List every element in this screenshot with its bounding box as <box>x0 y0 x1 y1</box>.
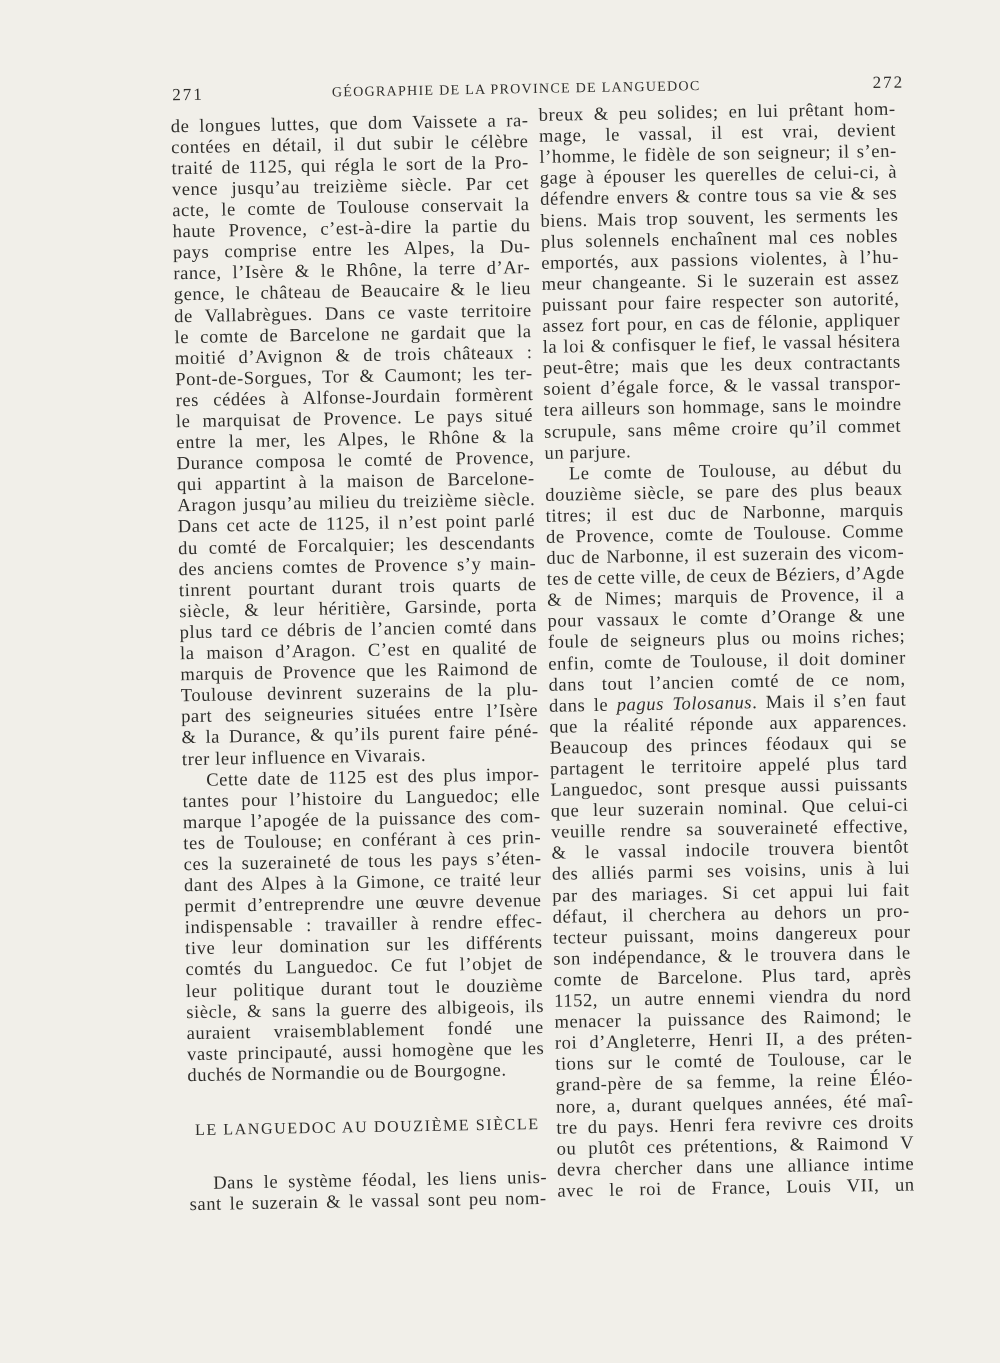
line-text: entre la mer, les Alpes, le Rhône & la <box>176 427 535 454</box>
line-text: nore, a, durant quelques années, été maî- <box>555 1090 914 1118</box>
line-text: de longues luttes, que dom Vaissete a ra- <box>170 110 529 137</box>
line-text: vaste principauté, aussi homogène que les <box>186 1038 545 1065</box>
line-text: Le comte de Toulouse, au début du <box>568 458 903 485</box>
line-text: de Provence, comte de Toulouse. Comme <box>545 521 905 548</box>
line-text: traité de 1125, qui régla le sort de la Pro- <box>171 152 530 180</box>
line-text: emportés, aux passions violentes, à l’hu- <box>541 247 900 274</box>
line-text: le marquisat de Provence. Le pays situé <box>175 406 534 433</box>
line-text: duchés de Normandie ou de Bourgogne. <box>187 1060 507 1087</box>
line-text: son indépendance, & le trouvera dans le <box>553 943 911 970</box>
line-text: la loi & confisquer le fief, le vassal hésitera <box>542 331 901 358</box>
column-number-right: 272 <box>872 72 905 93</box>
line-text: que la réalité réponde aux apparences. <box>549 711 908 738</box>
line-text: peut-être; mais que les deux contractants <box>542 352 901 380</box>
line-text: tinrent pourtant durant trois quarts de <box>178 574 537 601</box>
left-column-text <box>171 111 546 1087</box>
line-text: biens. Mais trop souvent, les serments les <box>540 205 899 232</box>
text-segment: dans le <box>548 695 617 717</box>
line-text: acte, le comte de Toulouse conservait la <box>172 195 530 222</box>
line-text: & la Durance, & qu’ils purent faire péné- <box>181 722 539 749</box>
line-text: un parjure. <box>544 441 632 464</box>
line-text: titres; il est duc de Narbonne, marquis <box>545 500 904 527</box>
line-text: foule de seigneurs plus ou moins riches; <box>547 627 906 654</box>
line-text: gence, le château de Beaucaire & le lieu <box>173 279 532 306</box>
line-text: qui appartint à la maison de Barcelone- <box>176 469 535 496</box>
line-text: marque l’apogée de la puissance des com- <box>182 806 541 833</box>
line-text: moitié d’Avignon & de trois châteaux : <box>174 342 533 369</box>
line-text: des alliés parmi ses voisins, unis à lui <box>551 858 911 886</box>
line-text: veuille rendre sa souveraineté effective, <box>551 816 909 844</box>
line-text: douzième siècle, se pare des plus beaux <box>545 479 903 506</box>
column-number-left: 271 <box>172 84 204 105</box>
line-text: grand-père de sa femme, la reine Éléo- <box>555 1069 914 1097</box>
line-text: tes de Toulouse; en conférant à ces prin- <box>183 827 542 855</box>
line-text: tre du pays. Henri fera revivre ces droits <box>556 1112 915 1139</box>
line-text: pour vassaux le comte d’Orange & une <box>547 605 906 633</box>
line-text: trer leur influence en Vivarais. <box>181 745 427 770</box>
line-text: sant le suzerain & le vassal sont peu nom- <box>189 1189 547 1216</box>
line-text: avec le roi de France, Louis VII, un <box>557 1175 915 1202</box>
line-text: comte de Barcelone. Plus tard, après <box>553 964 912 991</box>
paragraph <box>182 765 545 1088</box>
line-text: dans tout l’ancien comté de ce nom, <box>548 669 906 696</box>
line-text: du comté de Forcalquier; les descendants <box>178 532 536 559</box>
line-text: tive leur domination sur les différents <box>184 933 543 960</box>
line-text: par des mariages. Si cet appui lui fait <box>552 880 910 907</box>
line-text: ou plutôt ces prétentions, & Raimond V <box>556 1133 915 1160</box>
line-text: pays comprise entre les Alpes, la Du- <box>172 237 531 264</box>
line-text: défaut, il cherchera au dehors un pro- <box>552 901 910 928</box>
line-text: dant des Alpes à la Gimone, ce traité leur <box>183 870 542 897</box>
line-text: l’homme, le fidèle de son seigneur; il s’en- <box>539 141 897 169</box>
line-text: gage à épouser les querelles de celui-ci, à <box>539 163 898 190</box>
line-text: plus tard ce débris de l’ancien comté dans <box>179 616 538 644</box>
line-text: plus solennels enchaînent mal ces nobles <box>540 226 899 253</box>
line-text: Pont-de-Sorgues, Tor & Caumont; les ter- <box>175 363 533 391</box>
line-text: Dans cet acte de 1125, il n’est point parlé <box>177 511 536 538</box>
line-text: 1152, un autre ennemi viendra du nord <box>553 985 912 1012</box>
line-text: & le vassal indocile trouvera bientôt <box>551 837 910 865</box>
line-text: permit d’entreprendre une œuvre devenue <box>184 891 542 918</box>
line-text: indispensable : travailler à rendre effec- <box>184 912 543 939</box>
line-text: Beaucoup des princes féodaux qui se <box>549 732 908 759</box>
line-text: Aragon jusqu’au milieu du treizième siècle. <box>177 490 536 517</box>
line-text: haute Provence, c’est-à-dire la partie du <box>172 216 531 243</box>
right-column-text <box>539 100 916 1203</box>
line-text: part des seigneuries situées entre l’Isère <box>180 701 539 728</box>
line-text: tes de cette ville, de ceux de Béziers, d’Agde <box>546 563 905 590</box>
left-column <box>169 0 551 1363</box>
line-text: Cette date de 1125 est des plus impor- <box>206 764 540 791</box>
line-text: scrupule, sans même croire qu’il commet <box>544 416 902 443</box>
line-text: tera ailleurs son hommage, sans le moindre <box>543 395 902 422</box>
line-text: défendre envers & contre tous sa vie & ses <box>539 184 898 211</box>
line-text: partagent le territoire appelé plus tard <box>549 753 908 780</box>
line-text: comtés du Languedoc. Ce fut l’objet de <box>185 954 544 981</box>
line-text: tantes pour l’histoire du Languedoc; elle <box>182 785 541 812</box>
line-text: vence jusqu’au treizième siècle. Par cet <box>171 174 530 201</box>
line-text: Durance composa le comté de Provence, <box>176 448 535 475</box>
line-text: devra chercher dans une alliance intime <box>556 1154 915 1181</box>
line-text: leur politique durant tout le douzième <box>185 975 544 1002</box>
right-column <box>537 0 919 1363</box>
line-text: breux & peu solides; en lui prêtant hom- <box>538 99 896 126</box>
line-text: enfin, comte de Toulouse, il doit dominer <box>548 648 907 675</box>
line-text: marquis de Provence que les Raimond de <box>180 659 539 686</box>
line-text: puissant pour faire respecter son autorité, <box>541 289 900 316</box>
paragraph <box>545 458 916 1202</box>
line-text: auraient vraisemblablement fondé une <box>186 1017 544 1044</box>
line-text: res cédées à Alfonse-Jourdain formèrent <box>175 384 534 412</box>
line-text: de Vallabrègues. Dans ce vaste territoire <box>173 300 532 327</box>
paragraph <box>171 111 540 771</box>
italic-phrase: pagus Tolosanus <box>616 692 753 716</box>
section-text <box>189 1168 548 1216</box>
line-text: Languedoc, sont presque aussi puissants <box>550 774 909 801</box>
line-text: & de Nimes; marquis de Provence, il a <box>546 584 905 612</box>
line-text: que leur suzerain nominal. Que celui-ci <box>550 795 909 822</box>
line-text: rance, l’Isère & le Rhône, la terre d’Ar- <box>173 258 531 285</box>
line-text: soient d’égale force, & le vassal transpor- <box>543 373 902 401</box>
line-text: siècle, & sans la guerre des albigeois, ils <box>186 996 545 1023</box>
line-text: contées en détail, il dut subir le célèbre <box>171 131 529 159</box>
line-text: la maison d’Aragon. C’est en qualité de <box>179 638 538 665</box>
line-text: tecteur puissant, moins dangereux pour <box>552 922 911 949</box>
line-text: menacer la puissance des Raimond; le <box>554 1006 912 1033</box>
section-heading: LE LANGUEDOC AU DOUZIÈME SIÈCLE <box>194 1116 540 1140</box>
line-text: mage, le vassal, il est vrai, devient <box>538 120 897 148</box>
running-title: GÉOGRAPHIE DE LA PROVINCE DE LANGUEDOC <box>331 79 701 101</box>
line-text: Dans le système féodal, les liens unis- <box>213 1168 548 1195</box>
line-text: Toulouse devinrent suzerains de la plu- <box>180 680 539 707</box>
line-text: siècle, & leur héritière, Garsinde, porta <box>179 595 538 623</box>
line-text: duc de Narbonne, il est suzerain des vicom- <box>546 542 905 569</box>
line-text: meur changeante. Si le suzerain est assez <box>541 268 900 295</box>
paragraph <box>189 1168 548 1216</box>
line-text: des anciens comtes de Provence s’y main- <box>178 553 537 580</box>
line-text: assez fort pour, en cas de félonie, appliquer <box>542 310 901 337</box>
line-text: roi d’Angleterre, Henri II, a des préten- <box>554 1027 913 1054</box>
text-segment: . Mais il s’en faut <box>751 690 907 713</box>
paragraph <box>539 100 903 465</box>
line-text: le comte de Barcelone ne gardait que la <box>174 321 532 348</box>
line-text: ces la suzeraineté de tous les pays s’éten- <box>183 848 542 876</box>
line-text: tions sur le comté de Toulouse, car le <box>555 1048 913 1076</box>
